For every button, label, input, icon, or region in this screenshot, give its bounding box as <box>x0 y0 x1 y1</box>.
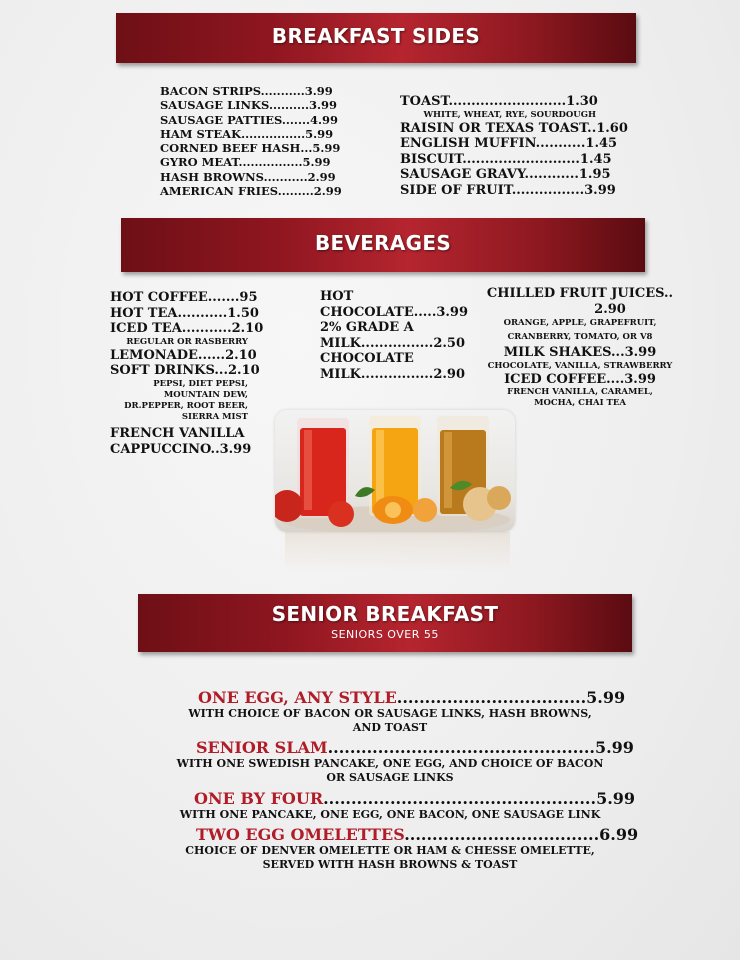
beverages-title: BEVERAGES <box>314 231 452 255</box>
beverage-item: CHOCOLATE <box>320 351 414 367</box>
side-item: SIDE OF FRUIT................3.99 <box>400 182 616 198</box>
senior-item-dots: ................................................ <box>327 738 595 757</box>
beverage-item: ICED TEA...........2.10 <box>110 321 264 337</box>
soft-drinks-note: PEPSI, DIET PEPSI, <box>153 378 248 389</box>
senior-breakfast-title: SENIOR BREAKFAST <box>271 602 499 626</box>
senior-item-name: ONE EGG, ANY STYLE <box>198 688 397 707</box>
beverages-left-column <box>110 290 264 457</box>
senior-item-desc: WITH CHOICE OF BACON OR SAUSAGE LINKS, HASH BROWNS, <box>188 707 592 720</box>
iced-coffee-note: FRENCH VANILLA, CARAMEL, <box>507 387 653 398</box>
beverage-item: SOFT DRINKS...2.10 <box>110 363 260 379</box>
beverage-item: CHOCOLATE.....3.99 <box>320 304 469 320</box>
side-item: RAISIN OR TEXAS TOAST..1.60 <box>400 120 628 136</box>
senior-item-desc: WITH ONE PANCAKE, ONE EGG, ONE BACON, ONE SAUSAGE LINK <box>179 808 601 821</box>
beverage-price: 2.90 <box>594 301 626 317</box>
photo-reflection <box>285 532 510 572</box>
beverages-banner <box>121 218 645 272</box>
beverage-item: LEMONADE......2.10 <box>110 347 257 363</box>
juice-glasses-photo <box>275 410 515 532</box>
beverage-item: HOT <box>320 289 354 304</box>
juice-note: ORANGE, APPLE, GRAPEFRUIT, <box>503 318 657 329</box>
soft-drinks-note: DR.PEPPER, ROOT BEER, <box>124 400 248 411</box>
beverage-item: FRENCH VANILLA <box>110 425 245 441</box>
senior-item-name: SENIOR SLAM <box>196 738 328 757</box>
senior-item-dots: ................................... <box>404 825 600 844</box>
senior-item-dots: ................................................. <box>323 789 597 808</box>
sides-right-column <box>400 94 628 199</box>
senior-item-price: 6.99 <box>599 825 639 844</box>
shakes-note: CHOCOLATE, VANILLA, STRAWBERRY <box>487 360 673 371</box>
beverage-item: MILK SHAKES...3.99 <box>503 345 657 361</box>
beverage-item: CAPPUCCINO..3.99 <box>110 441 252 457</box>
breakfast-sides-title: BREAKFAST SIDES <box>271 24 481 48</box>
beverage-item: ICED COFFEE....3.99 <box>504 371 656 387</box>
beverage-item: CHILLED FRUIT JUICES.. <box>486 286 674 301</box>
senior-item-name: ONE BY FOUR <box>194 789 324 808</box>
soft-drinks-note: MOUNTAIN DEW, <box>163 389 248 400</box>
side-item: BACON STRIPS...........3.99 <box>160 84 333 98</box>
beverage-item: MILK................2.50 <box>320 335 465 351</box>
beverage-item: HOT TEA...........1.50 <box>110 305 259 321</box>
beverages-middle-column <box>320 289 469 383</box>
senior-item-price: 5.99 <box>586 688 626 707</box>
side-item: SAUSAGE LINKS..........3.99 <box>160 98 337 113</box>
senior-item-desc: CHOICE OF DENVER OMELETTE OR HAM & CHESSE OMELETTE, <box>185 844 595 857</box>
senior-item <box>160 688 626 735</box>
iced-coffee-note: MOCHA, CHAI TEA <box>534 398 626 409</box>
senior-item-desc: SERVED WITH HASH BROWNS & TOAST <box>262 858 518 871</box>
side-item: BISCUIT..........................1.45 <box>400 151 612 167</box>
side-item: SAUSAGE PATTIES.......4.99 <box>160 112 338 127</box>
toast-note: WHITE, WHEAT, RYE, SOURDOUGH <box>423 109 596 120</box>
iced-tea-note: REGULAR OR RASBERRY <box>126 336 248 347</box>
senior-item-price: 5.99 <box>596 789 636 808</box>
beverage-item: 2% GRADE A <box>320 320 414 336</box>
senior-item <box>160 738 634 785</box>
senior-item-desc: AND TOAST <box>352 721 428 734</box>
side-item: CORNED BEEF HASH...5.99 <box>160 141 341 156</box>
side-item: HASH BROWNS...........2.99 <box>160 169 336 184</box>
senior-breakfast-banner <box>138 594 632 652</box>
senior-item <box>160 789 636 822</box>
senior-item-name: TWO EGG OMELETTES <box>196 825 405 844</box>
senior-item <box>160 825 639 872</box>
side-item-toast: TOAST..........................1.30 <box>400 94 598 109</box>
beverages-right-column <box>480 286 680 409</box>
side-item: SAUSAGE GRAVY............1.95 <box>400 167 611 183</box>
side-item: HAM STEAK................5.99 <box>160 126 334 141</box>
senior-item-dots: .................................. <box>396 688 587 707</box>
senior-item-price: 5.99 <box>594 738 634 757</box>
side-item: GYRO MEAT................5.99 <box>160 155 331 170</box>
soft-drinks-note: SIERRA MIST <box>181 411 248 422</box>
juice-glasses-illustration <box>275 410 515 532</box>
juice-note: CRANBERRY, TOMATO, OR V8 <box>507 332 653 343</box>
side-item: ENGLISH MUFFIN...........1.45 <box>400 136 618 152</box>
senior-breakfast-subtitle: SENIORS OVER 55 <box>331 628 439 641</box>
breakfast-sides-banner <box>116 13 636 63</box>
beverage-item: HOT COFFEE.......95 <box>110 290 258 305</box>
sides-left-column <box>160 84 342 199</box>
side-item: AMERICAN FRIES.........2.99 <box>160 184 342 199</box>
senior-item-desc: OR SAUSAGE LINKS <box>326 771 454 784</box>
beverage-item: MILK................2.90 <box>320 366 465 382</box>
senior-item-desc: WITH ONE SWEDISH PANCAKE, ONE EGG, AND CHOICE OF BACON <box>176 757 604 770</box>
